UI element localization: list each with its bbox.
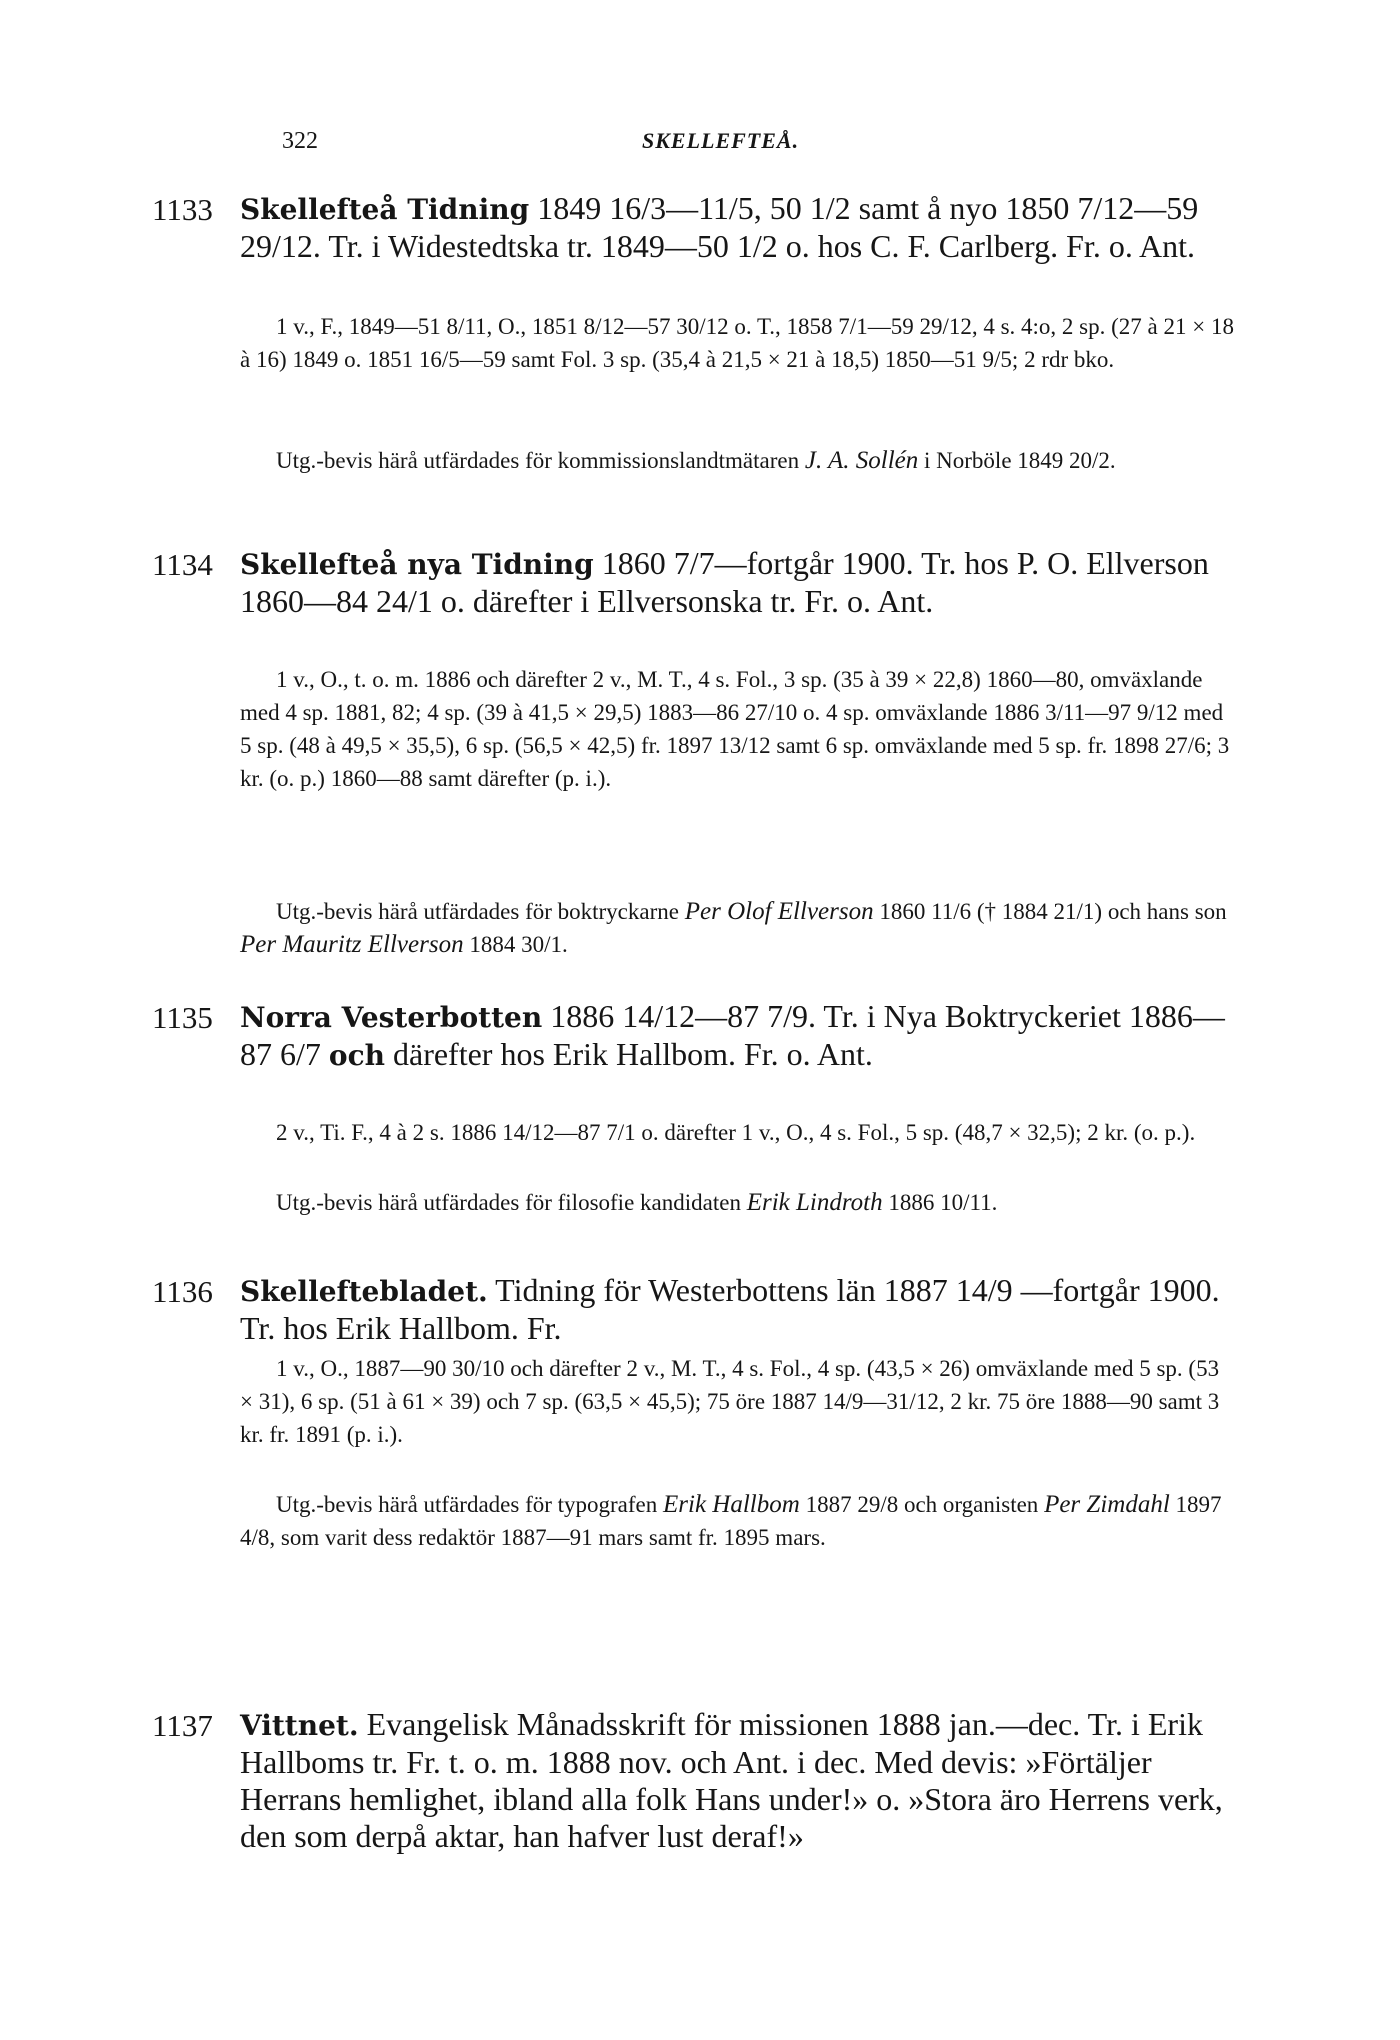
note-text: Utg.-bevis härå utfärdades för filosofie kandidaten	[276, 1190, 741, 1215]
entry-number: 1135	[152, 1000, 213, 1035]
note-person: Per Mauritz Ellverson	[240, 931, 464, 958]
entry-title: Skelleftebladet.	[240, 1275, 488, 1308]
running-head	[282, 128, 842, 164]
note-person: J. A. Sollén	[804, 447, 919, 474]
note-text: Utg.-bevis härå utfärdades för kommissionslandtmätaren	[276, 448, 800, 473]
note-text: 1886 10/11.	[888, 1190, 998, 1215]
entry-physical-description: 1 v., O., 1887—90 30/10 och därefter 2 v., M. T., 4 s. Fol., 4 sp. (43,5 × 26) omväxlande med 5 sp. (53 × 31), 6 sp. (51 à 61 × 39) och 7 sp. (63,5 × 45,5); 75 öre 1887 14/9—31/12, 2 kr. 75 öre 1888—90 samt 3 kr. fr. 1891 (p. i.).	[240, 1356, 1220, 1447]
entry-title: Norra Vesterbotten	[240, 1001, 543, 1034]
entry-title: Skellefteå nya Tidning	[240, 548, 594, 581]
note-text: 1884 30/1.	[469, 932, 568, 957]
note-text: i Norböle 1849 20/2.	[924, 448, 1116, 473]
entry-lead	[240, 998, 1236, 1074]
entry-number: 1133	[152, 192, 213, 227]
entry-number: 1134	[152, 547, 213, 582]
entry-lead-text: Evangelisk Månadsskrift för missionen 1888 jan.—dec. Tr. i Erik Hallboms tr. Fr. t. o. m. 1888 nov. och Ant. i dec. Med devis: »Förtäljer Herrans hemlighet, ibland alla folk Hans under!» o. »Stora äro Herrens verk, den som derpå aktar, han hafver lust deraf!»	[240, 1706, 1223, 1854]
note-person: Erik Lindroth	[746, 1189, 883, 1216]
entry-lead	[240, 1706, 1236, 1855]
entry-publisher-note	[240, 444, 1236, 477]
entry-title: Vittnet.	[240, 1709, 359, 1742]
entry-lead-text: 1849 16/3—11/5, 50 1/2 samt å nyo 1850 7/12—59 29/12. Tr. i Widestedtska tr. 1849—50 1/2 o. hos C. F. Carlberg. Fr. o. Ant.	[240, 190, 1199, 264]
page-number: 322	[282, 128, 318, 154]
note-person: Per Olof Ellverson	[684, 898, 874, 925]
note-text: 1897 4/8, som varit dess redaktör 1887—91 mars samt fr. 1895 mars.	[240, 1492, 1222, 1550]
entry-publisher-note	[240, 1488, 1236, 1554]
entry-number: 1137	[152, 1708, 213, 1743]
entry-lead	[240, 190, 1236, 265]
note-person: Per Zimdahl	[1044, 1491, 1170, 1518]
entry-title: Skellefteå Tidning	[240, 193, 530, 226]
entry-lead	[240, 1272, 1236, 1347]
entry-lead-bold-word: och	[328, 1039, 385, 1072]
entry-physical-description: 1 v., F., 1849—51 8/11, O., 1851 8/12—57 30/12 o. T., 1858 7/1—59 29/12, 4 s. 4:o, 2 sp. (27 à 21 × 18 à 16) 1849 o. 1851 16/5—59 samt Fol. 3 sp. (35,4 à 21,5 × 21 à 18,5) 1850—51 9/5; 2 rdr bko.	[240, 314, 1234, 372]
entry-lead-text: 1860 7/7—fortgår 1900. Tr. hos P. O. Ellverson 1860—84 24/1 o. därefter i Ellversonska tr. Fr. o. Ant.	[240, 545, 1209, 619]
entry-lead-text: därefter hos Erik Hallbom. Fr. o. Ant.	[392, 1036, 873, 1072]
note-text: 1887 29/8 och organisten	[805, 1492, 1039, 1517]
entry-lead-text: 1886 14/12—87 7/9. Tr. i Nya Boktryckeriet 1886—87 6/7	[240, 998, 1225, 1072]
note-text: Utg.-bevis härå utfärdades för boktryckarne	[276, 899, 679, 924]
running-title: SKELLEFTEÅ.	[642, 128, 800, 153]
entry-publisher-note	[240, 895, 1236, 961]
entry-lead	[240, 545, 1236, 620]
entry-number: 1136	[152, 1274, 213, 1309]
note-text: Utg.-bevis härå utfärdades för typografen	[276, 1492, 658, 1517]
entry-lead-text: Tidning för Westerbottens län 1887 14/9 —fortgår 1900. Tr. hos Erik Hallbom. Fr.	[240, 1272, 1220, 1346]
entry-publisher-note	[240, 1186, 1236, 1219]
note-person: Erik Hallbom	[663, 1491, 800, 1518]
note-text: 1860 11/6 († 1884 21/1) och hans son	[879, 899, 1227, 924]
entry-physical-description: 1 v., O., t. o. m. 1886 och därefter 2 v., M. T., 4 s. Fol., 3 sp. (35 à 39 × 22,8) 1860—80, omväxlande med 4 sp. 1881, 82; 4 sp. (39 à 41,5 × 29,5) 1883—86 27/10 o. 4 sp. omväxlande 1886 3/11—97 9/12 med 5 sp. (48 à 49,5 × 35,5), 6 sp. (56,5 × 42,5) fr. 1897 13/12 samt 6 sp. omväxlande med 5 sp. fr. 1898 27/6; 3 kr. (o. p.) 1860—88 samt därefter (p. i.).	[240, 667, 1230, 791]
entry-physical-description: 2 v., Ti. F., 4 à 2 s. 1886 14/12—87 7/1 o. därefter 1 v., O., 4 s. Fol., 5 sp. (48,7 × 32,5); 2 kr. (o. p.).	[276, 1120, 1196, 1145]
